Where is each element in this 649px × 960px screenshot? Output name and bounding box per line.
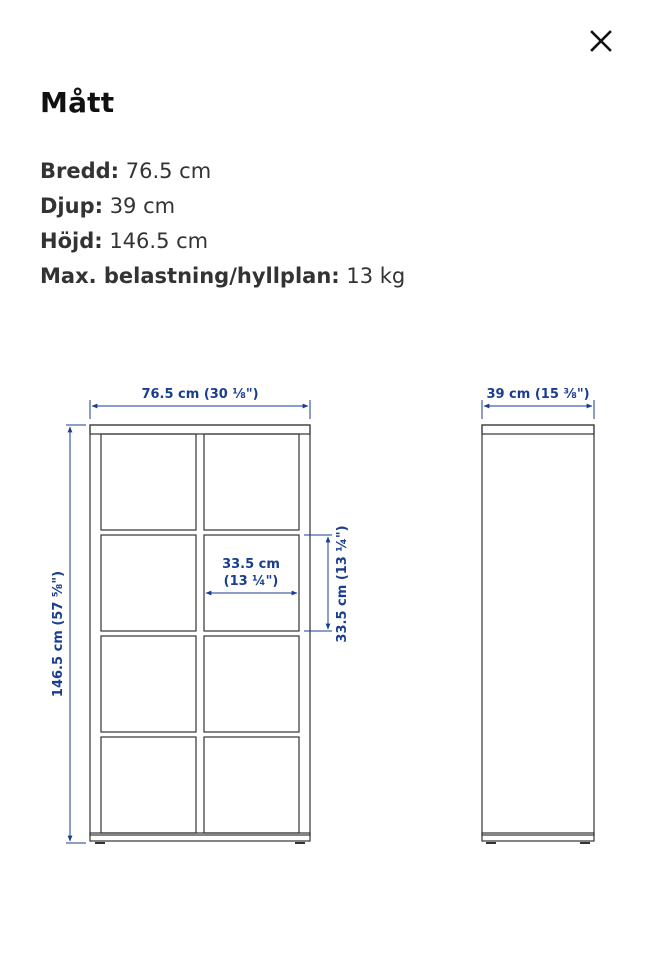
cell-height-dimension [304, 525, 350, 642]
cell-width-dimension [206, 557, 297, 593]
dimension-diagram [0, 370, 649, 870]
front-height-label: 146.5 cm (57 ⅝") [51, 570, 66, 698]
cell-r1-c1 [101, 434, 196, 530]
side-bottom-panel [482, 833, 594, 841]
spec-max-load [40, 259, 405, 294]
cell-height-label: 33.5 cm (13 ¼") [335, 525, 350, 643]
cell-width-label-line1: 33.5 cm [222, 557, 280, 572]
close-icon [589, 29, 613, 53]
cell-r4-c1 [101, 737, 196, 833]
spec-max-load-value: 13 kg [339, 264, 406, 288]
front-outer-frame [90, 425, 310, 835]
cell-r3-c1 [101, 636, 196, 732]
cell-width-label-line2: (13 ¼") [223, 574, 279, 589]
spec-height-label: Höjd: [40, 229, 103, 253]
side-depth-label: 39 cm (15 ⅜") [486, 387, 590, 402]
spec-width-value: 76.5 cm [119, 159, 212, 183]
front-view-shelf [90, 425, 310, 843]
side-view-shelf [482, 425, 594, 843]
spec-depth-label: Djup: [40, 194, 104, 218]
front-top-panel [90, 425, 310, 434]
dimensions-list [40, 154, 405, 294]
cell-r3-c2 [204, 636, 299, 732]
cell-r2-c1 [101, 535, 196, 631]
spec-max-load-label: Max. belastning/hyllplan: [40, 264, 340, 288]
spec-height-value: 146.5 cm [102, 229, 209, 253]
side-outer-frame [482, 425, 594, 835]
cell-r4-c2 [204, 737, 299, 833]
front-width-label: 76.5 cm (30 ⅛") [141, 387, 259, 402]
front-height-dimension [51, 425, 86, 843]
side-depth-dimension [482, 387, 594, 419]
front-width-dimension [90, 387, 310, 419]
spec-depth [40, 189, 405, 224]
close-button[interactable] [582, 22, 620, 60]
spec-width [40, 154, 405, 189]
side-top-panel [482, 425, 594, 434]
spec-width-label: Bredd: [40, 159, 120, 183]
page-title: Mått [40, 86, 115, 119]
spec-depth-value: 39 cm [103, 194, 176, 218]
front-bottom-panel [90, 833, 310, 841]
cell-r1-c2 [204, 434, 299, 530]
spec-height [40, 224, 405, 259]
